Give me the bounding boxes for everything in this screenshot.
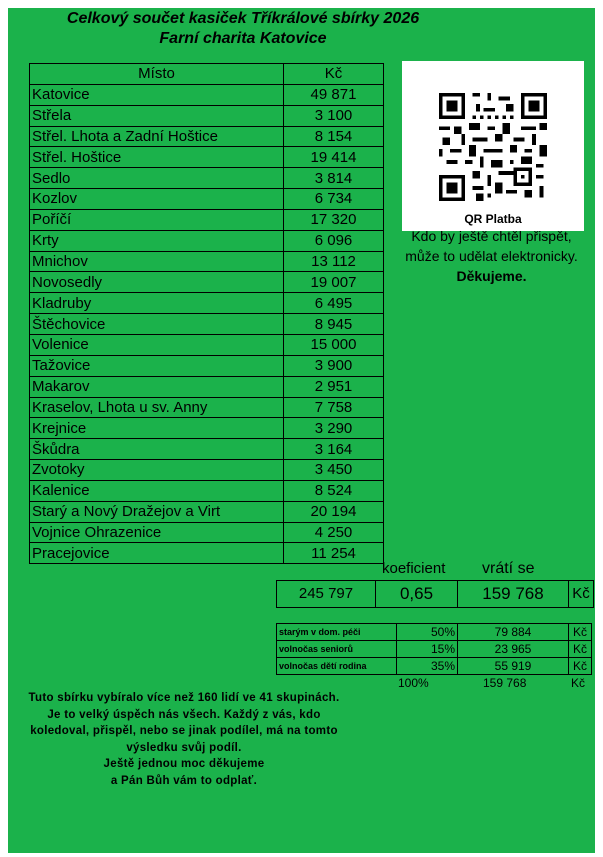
qr-payment-box — [402, 61, 584, 231]
coefficient-value: 0,65 — [376, 581, 458, 607]
place-cell: Střel. Hoštice — [30, 147, 284, 168]
place-cell: Štěchovice — [30, 314, 284, 335]
amount-cell: 13 112 — [284, 251, 384, 272]
place-cell: Krejnice — [30, 418, 284, 439]
thanks-line-2: Je to velký úspěch nás všech. Každý z vás, kdo — [47, 708, 321, 721]
title-line-2: Farní charita Katovice — [159, 30, 327, 47]
place-cell: Starý a Nový Dražejov a Virt — [30, 501, 284, 522]
amount-cell: 19 007 — [284, 272, 384, 293]
amount-cell: 2 951 — [284, 376, 384, 397]
amount-cell: 3 290 — [284, 418, 384, 439]
split-value: 23 965 — [458, 641, 569, 658]
header-place: Místo — [30, 64, 284, 85]
amount-cell: 6 096 — [284, 230, 384, 251]
amount-cell: 7 758 — [284, 397, 384, 418]
split-sum-currency: Kč — [571, 676, 586, 690]
table-row — [30, 272, 384, 293]
place-cell: Střel. Lhota a Zadní Hoštice — [30, 126, 284, 147]
split-row — [277, 641, 592, 658]
returned-amount: 159 768 — [458, 581, 569, 607]
split-currency: Kč — [569, 658, 592, 675]
place-cell: Makarov — [30, 376, 284, 397]
amount-cell: 3 900 — [284, 355, 384, 376]
split-sum-pct: 100% — [398, 676, 429, 690]
table-body — [30, 84, 384, 563]
split-sum-value: 159 768 — [483, 676, 527, 690]
totals-currency: Kč — [572, 585, 590, 602]
split-row — [277, 624, 592, 641]
place-cell: Kladruby — [30, 293, 284, 314]
amount-cell: 8 945 — [284, 314, 384, 335]
thanks-line-4: výsledku svůj podíl. — [126, 741, 242, 754]
amount-cell: 17 320 — [284, 209, 384, 230]
place-cell: Novosedly — [30, 272, 284, 293]
table-row — [30, 355, 384, 376]
table-row — [30, 209, 384, 230]
collection-table — [29, 63, 384, 564]
table-row — [30, 460, 384, 481]
table-row — [30, 543, 384, 564]
header-currency: Kč — [284, 64, 384, 85]
table-row — [30, 251, 384, 272]
table-row — [30, 501, 384, 522]
table-row — [30, 376, 384, 397]
table-row — [30, 189, 384, 210]
split-pct: 50% — [397, 624, 458, 641]
table-row — [30, 147, 384, 168]
electronic-note-line-2: může to udělat elektronicky. — [405, 248, 578, 264]
thanks-line-6: a Pán Bůh vám to odplať. — [110, 774, 258, 787]
split-pct: 35% — [397, 658, 458, 675]
amount-cell: 6 495 — [284, 293, 384, 314]
title-line-1: Celkový součet kasiček Tříkrálové sbírky 2026 — [66, 10, 420, 27]
table-header-row — [30, 64, 384, 85]
table-row — [30, 168, 384, 189]
amount-cell: 8 154 — [284, 126, 384, 147]
place-cell: Kozlov — [30, 189, 284, 210]
split-body — [277, 624, 592, 675]
table-row — [30, 439, 384, 460]
place-cell: Krty — [30, 230, 284, 251]
place-cell: Kraselov, Lhota u sv. Anny — [30, 397, 284, 418]
amount-cell: 49 871 — [284, 84, 384, 105]
coef-label: koeficient — [382, 560, 446, 577]
table-row — [30, 418, 384, 439]
amount-cell: 15 000 — [284, 334, 384, 355]
split-value: 79 884 — [458, 624, 569, 641]
place-cell: Vojnice Ohrazenice — [30, 522, 284, 543]
place-cell: Sedlo — [30, 168, 284, 189]
amount-cell: 8 524 — [284, 480, 384, 501]
place-cell: Pracejovice — [30, 543, 284, 564]
table-row — [30, 230, 384, 251]
place-cell: Mnichov — [30, 251, 284, 272]
place-cell: Střela — [30, 105, 284, 126]
place-cell: Škůdra — [30, 439, 284, 460]
place-cell: Poříčí — [30, 209, 284, 230]
split-pct: 15% — [397, 641, 458, 658]
amount-cell: 11 254 — [284, 543, 384, 564]
place-cell: Zvotoky — [30, 460, 284, 481]
electronic-note-line-1: Kdo by ještě chtěl přispět, — [411, 228, 572, 244]
table-row — [30, 84, 384, 105]
donation-sheet — [8, 8, 595, 853]
place-cell: Volenice — [30, 334, 284, 355]
split-currency: Kč — [569, 641, 592, 658]
split-row — [277, 658, 592, 675]
split-table — [276, 623, 592, 675]
amount-cell: 4 250 — [284, 522, 384, 543]
thanks-line-1: Tuto sbírku vybíralo více než 160 lidí ve 41 skupinách. — [28, 692, 340, 704]
qr-caption: QR Platba — [464, 212, 522, 226]
amount-cell: 3 814 — [284, 168, 384, 189]
split-label: starým v dom. péči — [277, 624, 397, 641]
electronic-note-thanks: Děkujeme. — [456, 268, 527, 284]
return-label: vrátí se — [482, 560, 535, 577]
table-row — [30, 105, 384, 126]
place-cell: Kalenice — [30, 480, 284, 501]
split-label: volnočas dětí rodina — [277, 658, 397, 675]
amount-cell: 19 414 — [284, 147, 384, 168]
amount-cell: 3 100 — [284, 105, 384, 126]
amount-cell: 6 734 — [284, 189, 384, 210]
thanks-line-5: Ještě jednou moc děkujeme — [103, 758, 265, 770]
table-row — [30, 522, 384, 543]
table-row — [30, 314, 384, 335]
place-cell: Tažovice — [30, 355, 284, 376]
amount-cell: 20 194 — [284, 501, 384, 522]
qr-code-icon — [434, 93, 552, 201]
thanks-line-3: koledoval, přispěl, nebo se jinak podílel, má na tomto — [30, 725, 338, 737]
split-label: volnočas seniorů — [277, 641, 397, 658]
amount-cell: 3 164 — [284, 439, 384, 460]
totals-row — [276, 580, 594, 608]
thanks-message — [14, 690, 354, 789]
table-row — [30, 397, 384, 418]
total-amount: 245 797 — [277, 581, 376, 607]
split-currency: Kč — [569, 624, 592, 641]
table-row — [30, 480, 384, 501]
table-row — [30, 293, 384, 314]
table-row — [30, 334, 384, 355]
table-row — [30, 126, 384, 147]
place-cell: Katovice — [30, 84, 284, 105]
amount-cell: 3 450 — [284, 460, 384, 481]
split-value: 55 919 — [458, 658, 569, 675]
